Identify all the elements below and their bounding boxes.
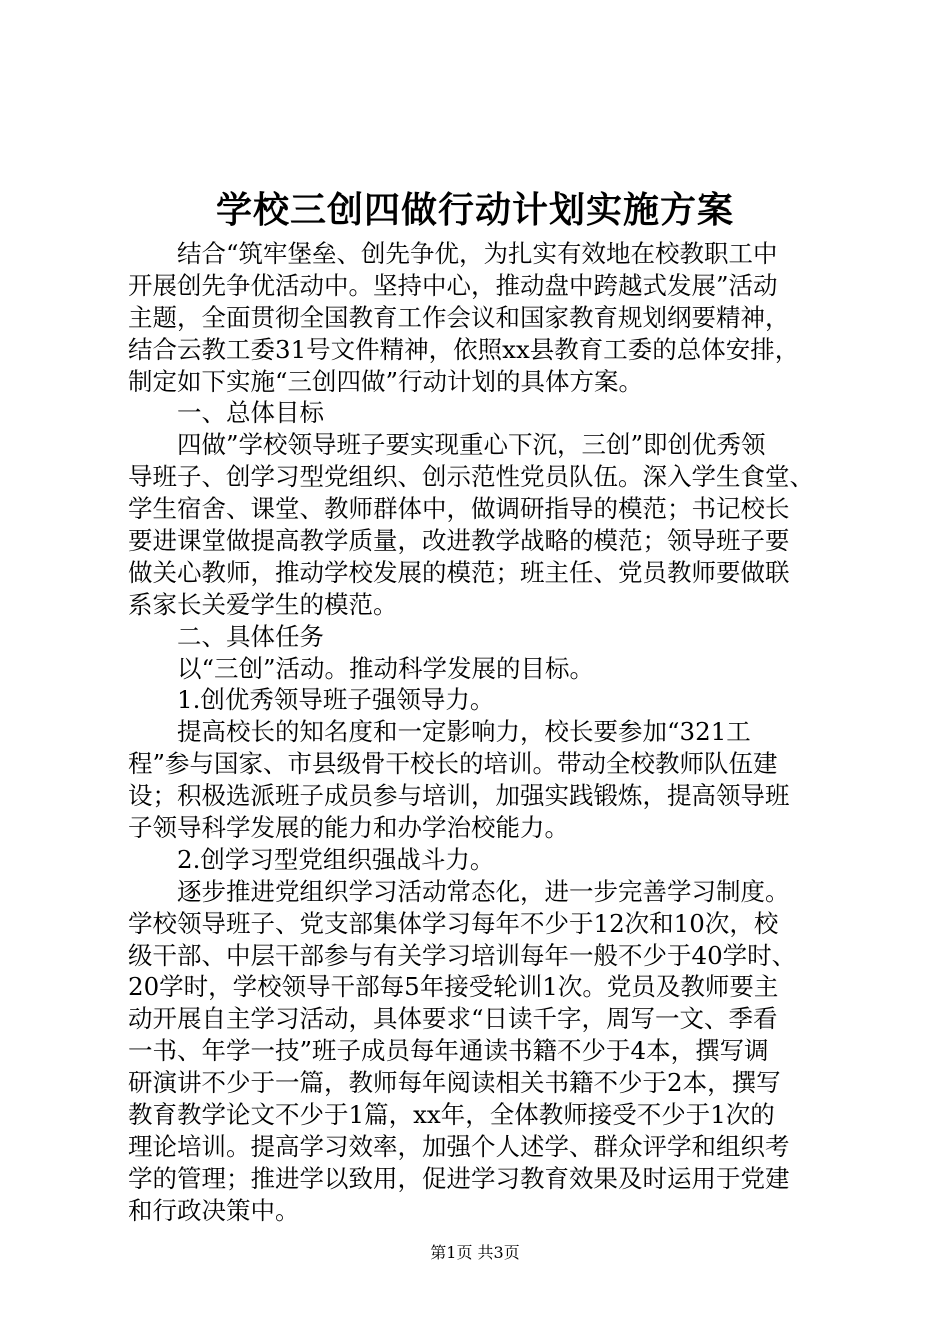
- text-line: 结合云教工委31号文件精神，依照xx县教育工委的总体安排，: [128, 334, 800, 364]
- text-line: 开展创先争优活动中。坚持中心，推动盘中跨越式发展”活动: [128, 270, 778, 300]
- text-line: 一书、年学一技”班子成员每年通读书籍不少于4本，撰写调: [128, 1036, 769, 1066]
- text-line: 子领导科学发展的能力和办学治校能力。: [128, 813, 569, 843]
- text-line: 二、具体任务: [177, 621, 324, 651]
- text-line: 要进课堂做提高教学质量，改进教学战略的模范；领导班子要: [128, 526, 790, 556]
- text-line: 四做”学校领导班子要实现重心下沉，三创”即创优秀领: [177, 430, 766, 460]
- text-line: 主题，全面贯彻全国教育工作会议和国家教育规划纲要精神，: [128, 302, 790, 332]
- text-line: 20学时，学校领导干部每5年接受轮训1次。党员及教师要主: [128, 972, 779, 1002]
- text-line: 1.创优秀领导班子强领导力。: [177, 685, 495, 715]
- document-body: [128, 238, 828, 1227]
- text-line: 研演讲不少于一篇，教师每年阅读相关书籍不少于2本，撰写: [128, 1068, 781, 1098]
- text-line: 级干部、中层干部参与有关学习培训每年一般不少于40学时、: [128, 940, 797, 970]
- text-line: 学的管理；推进学以致用，促进学习教育效果及时运用于党建: [128, 1163, 790, 1193]
- text-line: 系家长关爱学生的模范。: [128, 589, 398, 619]
- text-line: 理论培训。提高学习效率，加强个人述学、群众评学和组织考: [128, 1131, 790, 1161]
- text-line: 以“三创”活动。推动科学发展的目标。: [177, 653, 595, 683]
- text-line: 设；积极选派班子成员参与培训，加强实践锻炼，提高领导班: [128, 781, 790, 811]
- text-line: 学生宿舍、课堂、教师群体中，做调研指导的模范；书记校长: [128, 494, 790, 524]
- text-line: 程”参与国家、市县级骨干校长的培训。带动全校教师队伍建: [128, 749, 778, 779]
- text-line: 动开展自主学习活动，具体要求“日读千字，周写一文、季看: [128, 1004, 778, 1034]
- text-line: 教育教学论文不少于1篇，xx年，全体教师接受不少于1次的: [128, 1100, 775, 1130]
- text-line: 逐步推进党组织学习活动常态化，进一步完善学习制度。: [177, 876, 790, 906]
- document-title: 学校三创四做行动计划实施方案: [215, 189, 734, 231]
- text-line: 结合“筑牢堡垒、创先争优，为扎实有效地在校教职工中: [177, 239, 778, 268]
- text-line: 提高校长的知名度和一定影响力，校长要参加“321工: [177, 717, 751, 747]
- page-footer: 第1页 共3页: [430, 1243, 520, 1262]
- text-line: 一、总体目标: [177, 398, 324, 428]
- text-line: 学校领导班子、党支部集体学习每年不少于12次和10次，校: [128, 908, 779, 938]
- text-line: 做关心教师，推动学校发展的模范；班主任、党员教师要做联: [128, 557, 790, 587]
- text-line: 2.创学习型党组织强战斗力。: [177, 844, 495, 874]
- text-line: 制定如下实施“三创四做”行动计划的具体方案。: [128, 366, 644, 396]
- text-line: 导班子、创学习型党组织、创示范性党员队伍。深入学生食堂、: [128, 462, 814, 492]
- text-line: 和行政决策中。: [128, 1195, 300, 1225]
